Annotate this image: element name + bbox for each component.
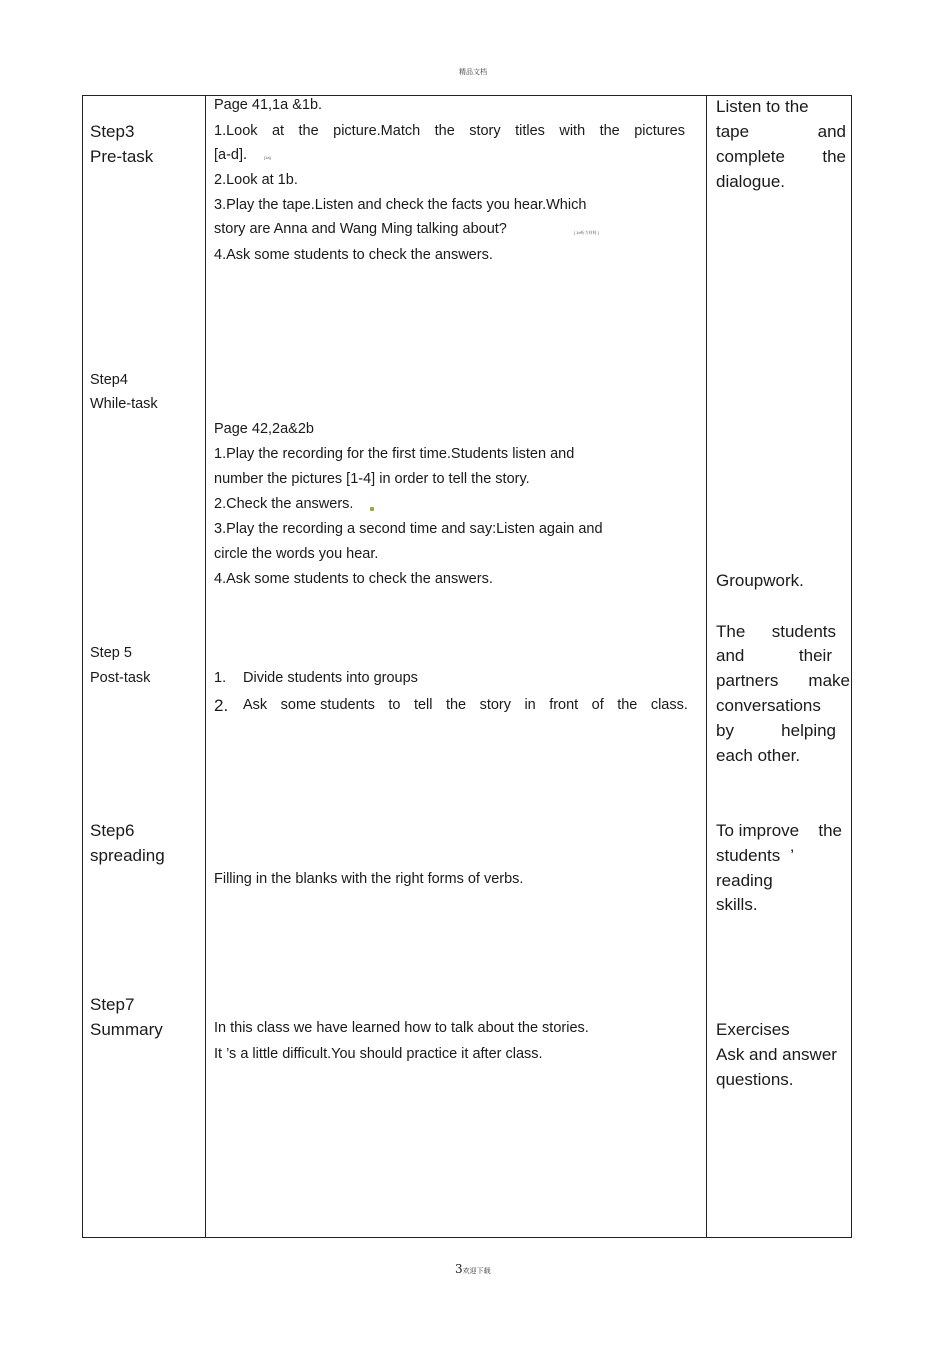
summary-line1: In this class we have learned how to talk about the stories. [214, 1020, 589, 1036]
word: complete [716, 147, 785, 166]
word: the [434, 123, 455, 139]
word: students [716, 846, 781, 865]
note2: Groupwork. [716, 571, 804, 590]
word: pictures [634, 123, 685, 139]
lesson-plan-table [82, 95, 852, 1238]
word: The [716, 622, 746, 641]
word: make [808, 671, 850, 690]
step3-stage: Pre-task [90, 147, 154, 166]
word: some students [280, 697, 375, 713]
p41-line3b: story are Anna and Wang Ming talking about? [214, 221, 507, 237]
word: the [818, 821, 842, 840]
word: tape [716, 122, 750, 141]
word: with [559, 123, 586, 139]
note3-line4: conversations [716, 696, 821, 715]
word: Ask [243, 697, 268, 713]
p41-title: Page 41,1a &1b. [214, 97, 323, 113]
word: in [524, 697, 536, 713]
note3-line5 [716, 721, 836, 741]
p41-line1 [214, 123, 685, 139]
p42-line4: 4.Ask some students to check the answers. [214, 571, 493, 587]
p41-line4: 4.Ask some students to check the answers. [214, 247, 493, 263]
word: and [817, 122, 846, 141]
step5-stage: Post-task [90, 670, 151, 686]
word: students [771, 622, 836, 641]
note1-line1: Listen to the [716, 97, 809, 116]
post-item2 [243, 697, 688, 713]
page-number: 3 [455, 1262, 463, 1276]
word: their [798, 646, 832, 665]
step5-label: Step 5 [90, 645, 132, 661]
column-divider-1 [205, 95, 206, 1238]
p41-line3a: 3.Play the tape.Listen and check the facts you hear.Which [214, 197, 587, 213]
p42-line3b: circle the words you hear. [214, 546, 379, 562]
note3-line2 [716, 646, 832, 666]
word: tell [413, 697, 433, 713]
word: to [388, 697, 401, 713]
post-item1-num: 1. [214, 670, 227, 686]
note3-line1 [716, 622, 836, 642]
p41-line2: 2.Look at 1b. [214, 172, 298, 188]
note1-line4: dialogue. [716, 172, 786, 191]
step6-stage: spreading [90, 846, 165, 865]
word: story [479, 697, 511, 713]
page-header: 精品文档 [459, 68, 487, 76]
footer-text: 欢迎下载 [462, 1267, 491, 1275]
post-item2-num: 2. [214, 696, 229, 715]
note3-line3 [716, 671, 850, 691]
word: class. [650, 697, 688, 713]
p42-line1b: number the pictures [1-4] in order to tell the story. [214, 471, 530, 487]
step3-label: Step3 [90, 122, 135, 141]
p41-note-1a: [1a] [264, 155, 271, 160]
page-footer [455, 1260, 491, 1278]
post-item1: Divide students into groups [243, 670, 418, 686]
word: the [822, 147, 846, 166]
p42-line1a: 1.Play the recording for the first time.Students listen and [214, 446, 575, 462]
note5-line2: Ask and answer [716, 1045, 837, 1064]
word: and [716, 646, 745, 665]
note4-line3: reading [716, 871, 773, 890]
word: of [591, 697, 604, 713]
small-mark [370, 507, 374, 511]
word: helping [781, 721, 836, 740]
step4-label: Step4 [90, 372, 128, 388]
p41-note-1b: [ 1b听力材料 ] [574, 230, 599, 235]
p42-line3a: 3.Play the recording a second time and say:Listen again and [214, 521, 603, 537]
spreading-text: Filling in the blanks with the right forms of verbs. [214, 871, 524, 887]
word: To improve [716, 821, 800, 840]
note4-line4: skills. [716, 895, 758, 914]
word: story [469, 123, 501, 139]
word: the [445, 697, 467, 713]
note4-line1 [716, 821, 842, 841]
word: partners [716, 671, 779, 690]
step4-stage: While-task [90, 396, 158, 412]
word: 1.Look [214, 123, 258, 139]
word: by [716, 721, 734, 740]
step7-label: Step7 [90, 995, 135, 1014]
word: the [298, 123, 319, 139]
note4-line2 [716, 846, 794, 866]
word: titles [515, 123, 545, 139]
note1-line2 [716, 122, 846, 142]
step7-stage: Summary [90, 1020, 163, 1039]
apostrophe: ’ [790, 846, 795, 865]
word: the [599, 123, 620, 139]
note3-line6: each other. [716, 746, 801, 765]
note5-line3: questions. [716, 1070, 794, 1089]
word: front [549, 697, 579, 713]
summary-line2: It ’s a little difficult.You should practice it after class. [214, 1046, 543, 1062]
word: at [271, 123, 285, 139]
note5-line1: Exercises [716, 1020, 790, 1039]
step6-label: Step6 [90, 821, 135, 840]
word: the [617, 697, 638, 713]
p42-title: Page 42,2a&2b [214, 421, 314, 437]
word: picture.Match [333, 123, 421, 139]
column-divider-2 [706, 95, 707, 1238]
p42-line2: 2.Check the answers. [214, 496, 354, 512]
p41-line1b: [a-d]. [214, 147, 248, 163]
note1-line3 [716, 147, 846, 167]
